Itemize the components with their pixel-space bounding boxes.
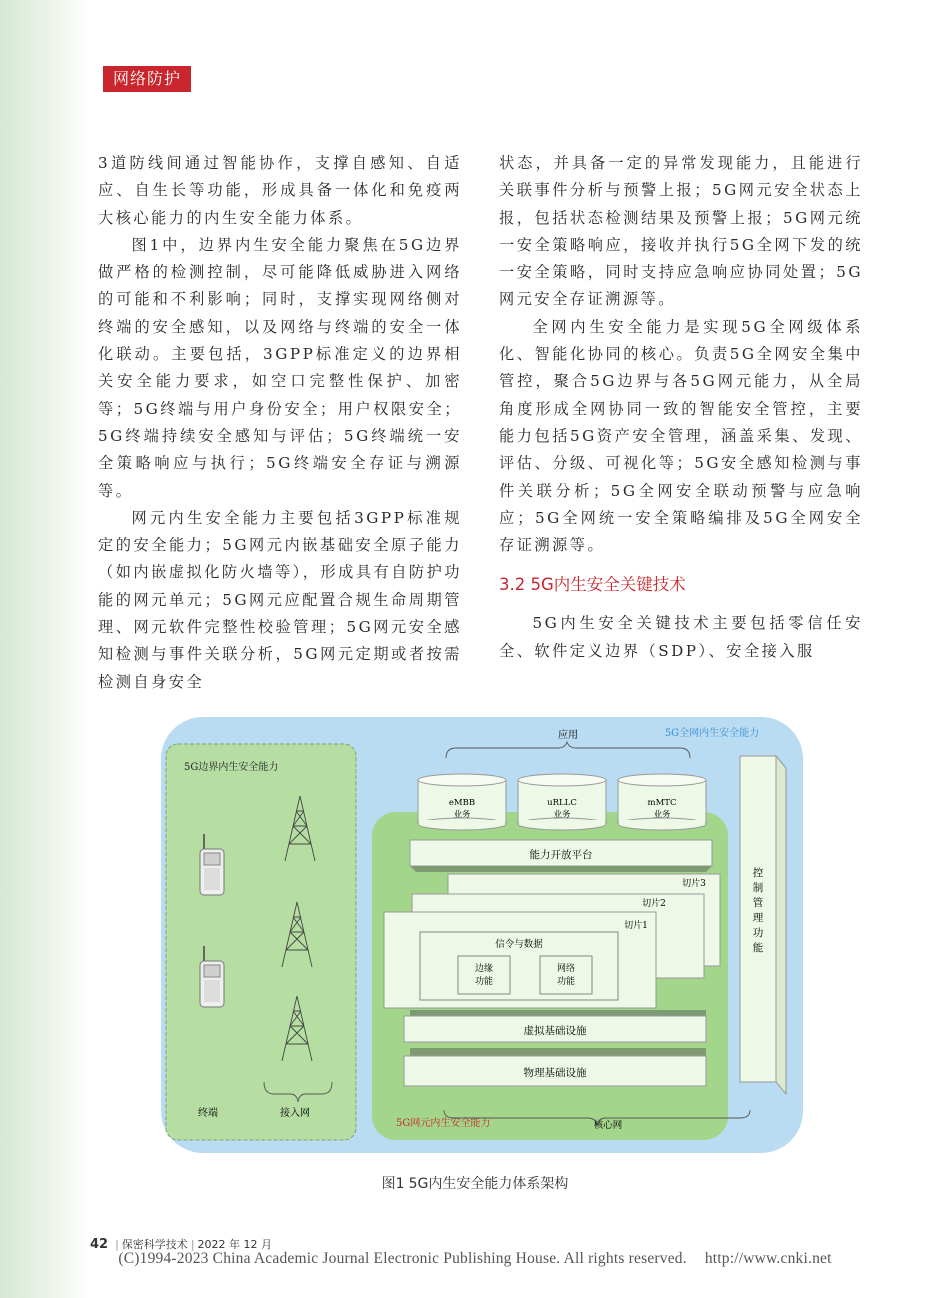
- section-tag: 网络防护: [103, 66, 191, 92]
- slice-label: 切片2: [642, 899, 666, 909]
- access-label: 接入网: [280, 1108, 310, 1119]
- terminal-label: 终端: [198, 1108, 218, 1119]
- control-label-char: 控: [752, 867, 764, 879]
- journal-name: 保密科学技术: [121, 1238, 188, 1251]
- boundary-area: [166, 744, 356, 1140]
- service-embb: [418, 774, 506, 830]
- copyright-text: (C)1994-2023 China Academic Journal Electronic Publishing House. All rights reserved.: [118, 1250, 687, 1267]
- paragraph: 网元内生安全能力主要包括3GPP标准规定的安全能力；5G网元内嵌基础安全原子能力（如内嵌虚拟化防火墙等），形成具有自防护功能的网元单元；5G网元应配置合规生命周期管理、网元软件完整性校验管理；5G网元安全感知检测与事件关联分析，5G网元定期或者按需检测自身安全: [98, 508, 462, 691]
- physical-infra-label: 物理基础设施: [523, 1067, 587, 1079]
- page-margin-band: [0, 0, 90, 1298]
- architecture-diagram: [160, 716, 805, 1156]
- boundary-label: 5G边界内生安全能力: [184, 762, 279, 773]
- app-label: 应用: [558, 730, 578, 741]
- page-footer: 42 | 保密科学技术 | 2022 年 12 月: [90, 1237, 273, 1252]
- service-name: uRLLC: [547, 798, 577, 808]
- whole-network-label: 5G全网内生安全能力: [664, 728, 760, 739]
- box-shadow: [410, 866, 712, 872]
- service-mmtc: [618, 774, 706, 830]
- control-bar-side: [776, 756, 786, 1094]
- paragraph: 状态，并具备一定的异常发现能力，且能进行关联事件分析与预警上报；5G网元安全状态上报，包括状态检测结果及预警上报；5G网元统一安全策略响应，接收并执行5G全网下发的统一安全策略，同时支持应急响应协同处置；5G网元安全存证溯源等。: [499, 154, 863, 309]
- box-shadow: [410, 1048, 706, 1056]
- slice-label: 切片3: [682, 879, 706, 889]
- control-label-char: 功: [752, 927, 764, 939]
- signaling-label: 信令与数据: [495, 939, 543, 950]
- copyright-url[interactable]: http://www.cnki.net: [704, 1250, 832, 1267]
- control-label-char: 制: [752, 882, 764, 894]
- page-number: 42: [90, 1237, 109, 1252]
- figure-caption: [0, 1173, 950, 1193]
- caption-number: 图1: [381, 1176, 405, 1192]
- control-label-char: 理: [752, 912, 764, 924]
- element-label: 5G网元内生安全能力: [396, 1118, 491, 1129]
- paragraph: 图1中，边界内生安全能力聚焦在5G边界做严格的检测控制，尽可能降低威胁进入网络的可能和不利影响；同时，支撑实现网络侧对终端的安全感知，以及网络与终端的安全一体化联动。主要包括，3GPP标准定义的边界相关安全能力要求，如空口完整性保护、加密等；5G终端与用户身份安全；用户权限安全；5G终端持续安全感知与评估；5G终端统一安全策略响应与执行；5G终端安全存证与溯源等。: [98, 235, 462, 500]
- service-name: eMBB: [448, 798, 476, 808]
- network-function-box: [540, 956, 592, 994]
- control-label-char: 能: [752, 942, 764, 954]
- network-function-label: 功能: [556, 977, 576, 987]
- core-label: 核心网: [593, 1120, 623, 1131]
- copyright-line: [0, 1250, 950, 1268]
- slice-label: 切片1: [624, 921, 648, 931]
- left-column: [98, 150, 462, 696]
- box-shadow: [410, 1010, 706, 1016]
- service-name: mMTC: [647, 798, 677, 808]
- service-urllc: [518, 774, 606, 830]
- section-heading: 3.2 5G内生安全关键技术: [499, 575, 686, 595]
- network-function-label: 网络: [556, 964, 576, 974]
- issue-date: 2022 年 12 月: [197, 1238, 273, 1251]
- capability-platform-label: 能力开放平台: [529, 849, 593, 861]
- service-sub: 业务: [453, 810, 471, 820]
- edge-function-label: 边缘: [474, 964, 494, 974]
- paragraph: 全网内生安全能力是实现5G全网级体系化、智能化协同的核心。负责5G全网安全集中管控，聚合5G边界与各5G网元能力，从全局角度形成全网协同一致的智能安全管控，主要能力包括5G资产安全管理，涵盖采集、发现、评估、分级、可视化等；5G安全感知检测与事件关联分析；5G全网安全联动预警与应急响应；5G全网统一安全策略编排及5G全网安全存证溯源等。: [499, 317, 863, 555]
- caption-title: 5G内生安全能力体系架构: [408, 1176, 569, 1192]
- right-column: [499, 150, 863, 665]
- edge-function-box: [458, 956, 510, 994]
- paragraph: 5G内生安全关键技术主要包括零信任安全、软件定义边界（SDP）、安全接入服: [499, 614, 863, 660]
- edge-function-label: 功能: [474, 977, 494, 987]
- control-label-char: 管: [752, 897, 764, 909]
- virtual-infra-label: 虚拟基础设施: [523, 1025, 587, 1037]
- service-sub: 业务: [553, 810, 571, 820]
- paragraph: 3道防线间通过智能协作，支撑自感知、自适应、自生长等功能，形成具备一体化和免疫两大核心能力的内生安全能力体系。: [98, 154, 462, 227]
- service-sub: 业务: [653, 810, 671, 820]
